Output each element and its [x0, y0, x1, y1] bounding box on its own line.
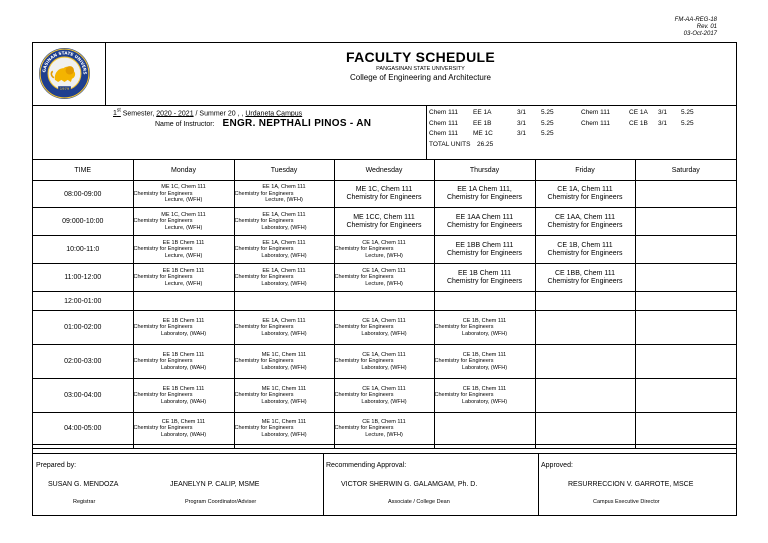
class-entry — [335, 240, 434, 260]
class-subject: Chemistry for Engineers — [234, 218, 294, 225]
coordinator-position: Program Coordinator/Adviser — [185, 499, 257, 505]
form-revision: Rev. 01 — [696, 24, 717, 30]
class-entry — [335, 186, 434, 202]
schedule-cell — [535, 345, 635, 379]
class-section: CE 1BB, Chem 111 — [554, 269, 616, 277]
class-mode: Laboratory, (WFH) — [261, 224, 307, 231]
class-entry — [134, 352, 234, 372]
class-section: ME 1C, Chem 111 — [261, 418, 307, 425]
day-header-row — [33, 160, 736, 181]
registrar-name: SUSAN G. MENDOZA — [48, 481, 119, 488]
director-name: RESURRECCION V. GARROTE, MSCE — [568, 481, 694, 488]
form-date: 03-Oct-2017 — [683, 31, 717, 37]
class-section: EE 1B Chem 111 — [162, 317, 205, 324]
time-slot: 09:000-10:00 — [33, 208, 133, 236]
course-hours: 5.25 — [541, 119, 554, 127]
class-entry — [134, 240, 234, 260]
course-units: 3/1 — [517, 119, 527, 127]
schedule-row — [33, 208, 736, 236]
class-subject: Chemistry for Engineers — [434, 324, 494, 331]
schedule-cell — [434, 379, 535, 413]
course-code: Chem 111 — [429, 109, 459, 116]
schedule-cell — [133, 208, 234, 236]
class-section: EE 1A Chem 111, — [457, 186, 512, 193]
schedule-cell — [334, 311, 434, 345]
day-header-saturday: Saturday — [635, 160, 736, 181]
class-entry — [235, 419, 334, 439]
instructor-line — [155, 118, 371, 129]
class-subject: Chemistry for Engineers — [547, 221, 623, 229]
schedule-cell — [234, 345, 334, 379]
class-section: CE 1B, Chem 111 — [462, 385, 507, 392]
class-mode: Laboratory, (WFH) — [261, 431, 307, 438]
class-entry — [335, 214, 434, 230]
class-section: CE 1B, Chem 111 — [462, 317, 507, 324]
recommending-label: Recommending Approval: — [326, 462, 407, 469]
class-section: EE 1A, Chem 111 — [262, 184, 306, 191]
class-subject: Chemistry for Engineers — [234, 246, 294, 253]
total-units-value: 26.25 — [477, 140, 494, 148]
course-code: Chem 111 — [429, 119, 459, 127]
class-subject: Chemistry for Engineers — [234, 190, 294, 197]
schedule-cell — [334, 292, 434, 311]
class-subject: Chemistry for Engineers — [434, 392, 494, 399]
course-section: EE 1B — [473, 119, 492, 127]
semester-number: 1st — [113, 108, 121, 118]
course-code: Chem 111 — [581, 109, 611, 116]
class-mode: Laboratory, (WFH) — [461, 364, 508, 371]
class-mode: Laboratory, (WFH) — [261, 330, 307, 337]
schedule-body — [33, 181, 736, 449]
schedule-cell — [234, 236, 334, 264]
registrar-position: Registrar — [73, 499, 96, 505]
day-header-wednesday: Wednesday — [334, 160, 434, 181]
schedule-cell — [434, 413, 535, 445]
class-subject: Chemistry for Engineers — [547, 277, 623, 285]
class-entry — [536, 214, 635, 230]
schedule-cell — [535, 236, 635, 264]
signatories — [33, 453, 736, 516]
schedule-cell — [234, 379, 334, 413]
schedule-row — [33, 292, 736, 311]
class-subject: Chemistry for Engineers — [346, 221, 422, 229]
class-mode: Lecture, (WFH) — [365, 252, 403, 259]
time-slot: 11:00-12:00 — [33, 264, 133, 292]
class-entry — [536, 242, 635, 258]
schedule-cell — [334, 181, 434, 208]
class-section: EE 1B Chem 111 — [457, 269, 512, 277]
college-name: College of Engineering and Architecture — [350, 73, 491, 82]
schedule-cell — [133, 236, 234, 264]
schedule-cell — [133, 311, 234, 345]
class-entry — [435, 318, 535, 338]
logo-cell — [33, 43, 106, 105]
total-units — [429, 140, 734, 151]
class-entry — [134, 419, 234, 439]
class-section: EE 1B Chem 111 — [162, 385, 205, 392]
class-subject: Chemistry for Engineers — [547, 194, 623, 201]
class-entry — [335, 419, 434, 439]
class-entry — [235, 386, 334, 406]
class-mode: Laboratory, (WFH) — [361, 330, 407, 337]
class-mode: Laboratory, (WAH) — [160, 398, 207, 405]
class-section: EE 1A, Chem 111 — [262, 239, 306, 246]
coordinator-name: JEANELYN P. CALIP, MSME — [170, 481, 260, 488]
class-section: EE 1A, Chem 111 — [262, 267, 306, 274]
schedule-row — [33, 181, 736, 208]
class-entry — [536, 270, 635, 286]
schedule-cell — [635, 379, 736, 413]
class-mode: Laboratory, (WAH) — [160, 364, 207, 371]
class-section: CE 1A, Chem 111 — [362, 267, 406, 274]
class-subject: Chemistry for Engineers — [133, 425, 193, 432]
class-section: EE 1B Chem 111 — [162, 267, 205, 274]
day-header-time: TIME — [33, 160, 133, 181]
course-hours: 5.25 — [541, 130, 554, 137]
class-entry — [335, 352, 434, 372]
schedule-cell — [434, 236, 535, 264]
class-entry — [335, 318, 434, 338]
class-subject: Chemistry for Engineers — [334, 246, 394, 253]
course-hours: 5.25 — [681, 119, 694, 127]
class-entry — [235, 268, 334, 288]
class-mode: Laboratory, (WFH) — [261, 398, 307, 405]
class-subject: Chemistry for Engineers — [133, 324, 193, 331]
class-mode: Laboratory, (WFH) — [261, 364, 307, 371]
schedule-cell — [334, 264, 434, 292]
class-section: EE 1BB Chem 111 — [455, 241, 514, 249]
schedule-cell — [133, 379, 234, 413]
class-section: CE 1A, Chem 111 — [362, 385, 406, 392]
schedule-cell — [334, 236, 434, 264]
class-entry — [435, 214, 535, 230]
class-mode: Laboratory, (WFH) — [461, 398, 508, 405]
class-subject: Chemistry for Engineers — [234, 358, 294, 365]
class-mode: Laboratory, (WFH) — [461, 330, 508, 337]
schedule-cell — [133, 264, 234, 292]
course-hours: 5.25 — [541, 109, 554, 116]
class-subject: Chemistry for Engineers — [446, 277, 523, 285]
class-mode: Lecture, (WFH) — [365, 431, 403, 438]
class-section: CE 1AA, Chem 111 — [554, 213, 616, 221]
class-subject: Chemistry for Engineers — [234, 274, 294, 281]
schedule-cell — [133, 292, 234, 311]
class-entry — [134, 268, 234, 288]
class-entry — [435, 186, 535, 202]
course-section: EE 1A — [473, 109, 492, 116]
class-subject: Chemistry for Engineers — [133, 274, 193, 281]
class-mode: Laboratory, (WAH) — [160, 330, 207, 337]
class-section: ME 1C, Chem 111 — [261, 351, 307, 358]
day-header-friday: Friday — [535, 160, 635, 181]
course-units: 3/1 — [658, 109, 668, 116]
class-subject: Chemistry for Engineers — [133, 190, 193, 197]
title-block — [105, 43, 736, 82]
time-slot: 10:00-11:0 — [33, 236, 133, 264]
form-number: FM-AA-REG-18 — [674, 17, 717, 23]
class-entry — [134, 386, 234, 406]
instructor-label: Name of Instructor: — [155, 121, 215, 128]
class-section: EE 1B Chem 111 — [162, 239, 205, 246]
semester-instructor-block — [33, 105, 427, 159]
schedule-row — [33, 264, 736, 292]
schedule-cell — [434, 181, 535, 208]
day-header-monday: Monday — [133, 160, 234, 181]
class-subject: Chemistry for Engineers — [334, 324, 394, 331]
page-title: FACULTY SCHEDULE — [346, 49, 495, 65]
class-mode: Lecture, (WFH) — [365, 280, 403, 287]
class-subject: Chemistry for Engineers — [334, 425, 394, 432]
course-code: Chem 111 — [429, 130, 459, 137]
schedule-cell — [334, 208, 434, 236]
class-mode: Laboratory, (WFH) — [361, 364, 407, 371]
class-subject: Chemistry for Engineers — [334, 274, 394, 281]
class-subject: Chemistry for Engineers — [234, 392, 294, 399]
class-mode: Lecture, (WFH) — [164, 224, 203, 231]
class-subject: Chemistry for Engineers — [346, 194, 422, 201]
schedule-cell — [133, 345, 234, 379]
class-entry — [235, 240, 334, 260]
schedule-cell — [535, 379, 635, 413]
schedule-row — [33, 345, 736, 379]
schedule-cell — [334, 345, 434, 379]
schedule-row — [33, 413, 736, 445]
class-entry — [435, 352, 535, 372]
schedule-cell — [535, 208, 635, 236]
dean-position: Associate / College Dean — [388, 499, 450, 505]
class-subject: Chemistry for Engineers — [133, 392, 193, 399]
schedule-cell — [434, 208, 535, 236]
dean-name: VICTOR SHERWIN G. GALAMGAM, Ph. D. — [341, 481, 478, 488]
class-subject: Chemistry for Engineers — [547, 249, 623, 257]
class-section: CE 1A, Chem 111 — [557, 186, 613, 193]
schedule-cell — [635, 236, 736, 264]
course-code: Chem 111 — [581, 119, 611, 127]
class-subject: Chemistry for Engineers — [133, 358, 193, 365]
course-units: 3/1 — [517, 130, 527, 137]
campus-name: Urdaneta Campus — [245, 110, 303, 118]
class-entry — [134, 318, 234, 338]
time-slot: 01:00-02:00 — [33, 311, 133, 345]
class-entry — [335, 268, 434, 288]
schedule-cell — [635, 264, 736, 292]
class-section: CE 1A, Chem 111 — [362, 351, 406, 358]
class-subject: Chemistry for Engineers — [446, 249, 523, 257]
class-mode: Lecture, (WFH) — [164, 197, 203, 204]
class-subject: Chemistry for Engineers — [133, 246, 193, 253]
university-seal-icon — [38, 47, 91, 100]
class-section: CE 1A, Chem 111 — [362, 317, 406, 324]
schedule-cell — [635, 413, 736, 445]
schedule-table — [33, 159, 736, 449]
schedule-cell — [535, 292, 635, 311]
schedule-cell — [234, 413, 334, 445]
schedule-row — [33, 379, 736, 413]
class-section: CE 1B, Chem 111 — [462, 351, 507, 358]
course-row — [429, 108, 734, 119]
schedule-row — [33, 236, 736, 264]
class-subject: Chemistry for Engineers — [133, 218, 193, 225]
time-slot: 03:00-04:00 — [33, 379, 133, 413]
class-section: EE 1B Chem 111 — [162, 351, 205, 358]
faculty-schedule-sheet — [32, 42, 737, 516]
schedule-cell — [334, 379, 434, 413]
schedule-cell — [635, 208, 736, 236]
class-entry — [335, 386, 434, 406]
schedule-cell — [434, 345, 535, 379]
class-entry — [235, 318, 334, 338]
course-row — [429, 119, 734, 130]
class-entry — [435, 242, 535, 258]
class-section: CE 1A, Chem 111 — [362, 239, 406, 246]
class-mode: Lecture, (WFH) — [164, 252, 203, 259]
class-subject: Chemistry for Engineers — [446, 221, 523, 229]
class-entry — [134, 184, 234, 204]
class-entry — [435, 386, 535, 406]
day-header-thursday: Thursday — [434, 160, 535, 181]
class-section: ME 1C, Chem 111 — [161, 211, 206, 218]
time-slot: 02:00-03:00 — [33, 345, 133, 379]
course-load-list — [429, 108, 734, 150]
schedule-cell — [133, 413, 234, 445]
class-mode: Laboratory, (WFH) — [361, 398, 407, 405]
schedule-cell — [334, 413, 434, 445]
prepared-by-label: Prepared by: — [36, 462, 77, 469]
schedule-cell — [434, 292, 535, 311]
university-name: PANGASINAN STATE UNIVERSITY — [376, 66, 465, 72]
schedule-cell — [234, 311, 334, 345]
seal-year: 1979 — [59, 86, 70, 91]
schedule-cell — [133, 181, 234, 208]
schedule-header — [33, 43, 736, 106]
course-units: 3/1 — [517, 109, 527, 116]
class-mode: Lecture, (WFH) — [265, 197, 303, 204]
schedule-cell — [234, 208, 334, 236]
class-entry — [235, 212, 334, 232]
schedule-cell — [535, 181, 635, 208]
class-entry — [235, 352, 334, 372]
course-units: 3/1 — [658, 119, 668, 127]
class-mode: Laboratory, (WFH) — [261, 280, 307, 287]
schedule-cell — [234, 292, 334, 311]
summer-label: / Summer 20 — [195, 110, 236, 118]
course-section: CE 1B — [629, 119, 648, 127]
class-mode: Laboratory, (WFH) — [261, 252, 307, 259]
class-section: ME 1C, Chem 111 — [261, 385, 307, 392]
semester-label: Semester, — [122, 110, 155, 118]
time-slot: 08:00-09:00 — [33, 181, 133, 208]
schedule-cell — [635, 292, 736, 311]
class-mode: Laboratory, (WAH) — [160, 431, 207, 438]
schedule-cell — [434, 311, 535, 345]
course-row — [429, 129, 734, 140]
class-subject: Chemistry for Engineers — [334, 392, 394, 399]
class-subject: Chemistry for Engineers — [234, 324, 294, 331]
class-entry — [235, 184, 334, 204]
time-slot: 04:00-05:00 — [33, 413, 133, 445]
class-entry — [134, 212, 234, 232]
class-section: CE 1B, Chem 111 — [362, 418, 406, 425]
time-slot: 12:00-01:00 — [33, 292, 133, 311]
semester-line — [113, 108, 302, 117]
instructor-name: ENGR. NEPTHALI PINOS - AN — [222, 118, 372, 129]
class-subject: Chemistry for Engineers — [434, 358, 494, 365]
course-section: ME 1C — [473, 130, 493, 137]
form-code — [675, 17, 717, 38]
class-subject: Chemistry for Engineers — [234, 425, 294, 432]
schedule-cell — [234, 181, 334, 208]
class-section: CE 1B, Chem 111 — [161, 418, 206, 425]
course-section: CE 1A — [629, 109, 648, 116]
course-hours: 5.25 — [681, 109, 694, 116]
class-section: CE 1B, Chem 111 — [557, 241, 613, 249]
schedule-cell — [535, 311, 635, 345]
class-section: ME 1CC, Chem 111 — [353, 213, 415, 221]
class-section: EE 1A, Chem 111 — [262, 211, 306, 218]
schedule-cell — [535, 264, 635, 292]
class-entry — [536, 186, 635, 202]
day-header-tuesday: Tuesday — [234, 160, 334, 181]
class-section: EE 1A, Chem 111 — [262, 317, 306, 324]
total-units-label: TOTAL UNITS — [429, 140, 471, 148]
schedule-cell — [434, 264, 535, 292]
schedule-cell — [635, 181, 736, 208]
schedule-cell — [635, 345, 736, 379]
class-section: EE 1AA Chem 111 — [455, 213, 514, 221]
seal-text: GASINAN STATE UNIVERS — [41, 50, 88, 75]
class-mode: Lecture, (WFH) — [164, 280, 203, 287]
schedule-info — [33, 105, 736, 160]
schedule-cell — [234, 264, 334, 292]
semester-separator: , , — [237, 110, 244, 118]
class-section: ME 1C, Chem 111 — [355, 186, 413, 193]
class-section: ME 1C, Chem 111 — [161, 184, 206, 191]
schedule-cell — [535, 413, 635, 445]
approved-label: Approved: — [541, 462, 573, 469]
schedule-row — [33, 311, 736, 345]
class-entry — [435, 270, 535, 286]
class-subject: Chemistry for Engineers — [446, 194, 523, 201]
director-position: Campus Executive Director — [593, 499, 660, 505]
class-subject: Chemistry for Engineers — [334, 358, 394, 365]
school-year: 2020 - 2021 — [156, 110, 194, 118]
schedule-cell — [635, 311, 736, 345]
